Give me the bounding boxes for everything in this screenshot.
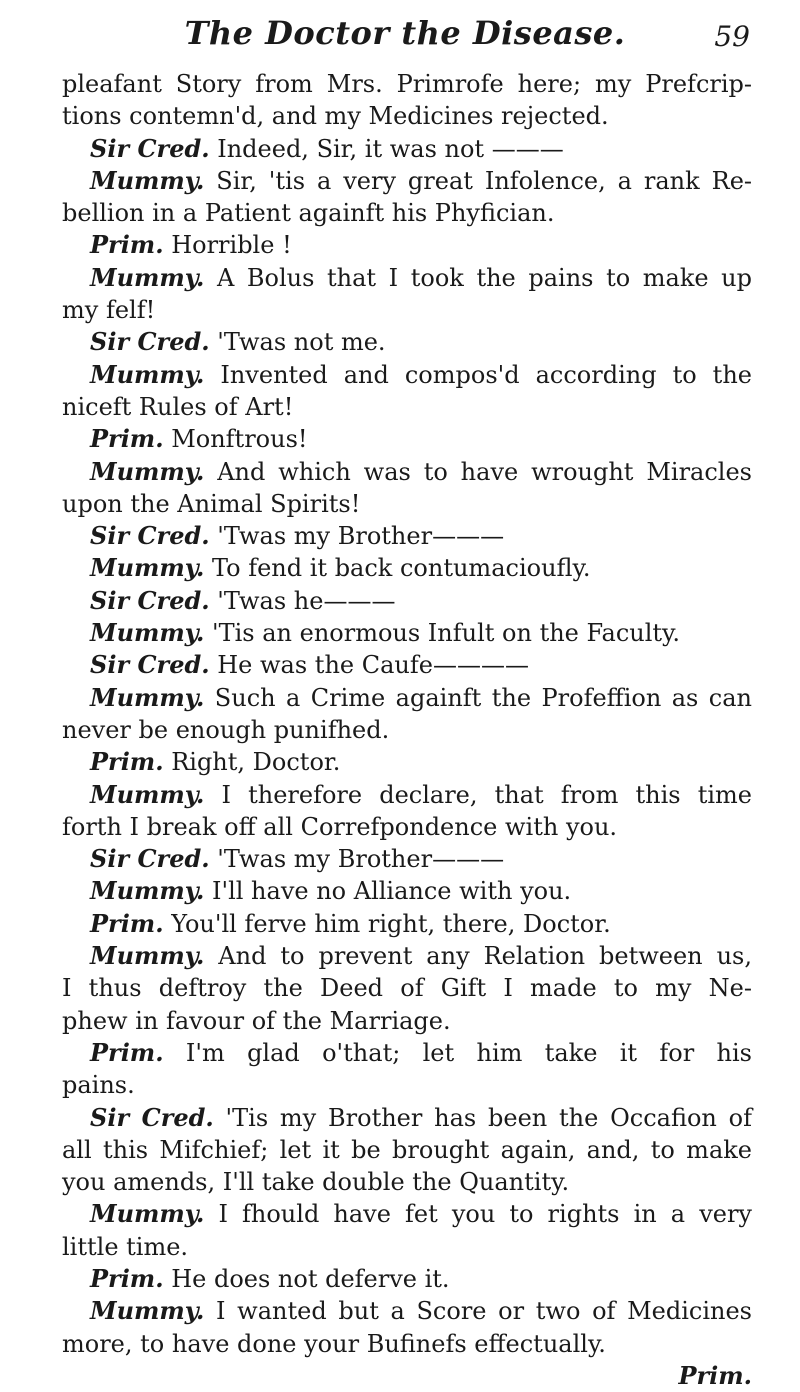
speaker-name: Sir Cred.	[90, 327, 210, 357]
speech-line	[62, 520, 752, 552]
speech-text: You'll ferve him right, there, Doctor.	[163, 909, 611, 938]
speech-text: Indeed, Sir, it was not ———	[209, 134, 564, 163]
speech-text: forth I break off all Correfpondence with you.	[62, 812, 618, 841]
speech-text: I'll have no Alliance with you.	[204, 877, 572, 906]
speech-text: To fend it back contumacioufly.	[204, 554, 591, 583]
speech-text: A Bolus that I took the pains to make up	[204, 263, 752, 292]
speech-line	[62, 552, 752, 584]
speech-text: 'Twas my Brother———	[209, 845, 505, 874]
speaker-name: Mummy.	[90, 165, 205, 195]
continuation-line	[62, 1328, 752, 1360]
speech-text: 'Twas my Brother———	[209, 522, 505, 551]
speech-text: pleafant Story from Mrs. Primrofe here; my Prefcrip-	[62, 70, 752, 98]
speech-line	[62, 133, 752, 165]
speaker-name: Sir Cred.	[90, 844, 210, 874]
speech-text: pains.	[62, 1071, 135, 1100]
speech-text: tions contemn'd, and my Medicines rejected.	[62, 102, 609, 131]
speech-text: Monftrous!	[163, 425, 308, 454]
speech-line	[62, 1295, 752, 1327]
speaker-name: Prim.	[90, 1263, 164, 1293]
speaker-name: Mummy.	[90, 779, 205, 809]
continuation-line	[62, 811, 752, 843]
speaker-name: Mummy.	[90, 618, 205, 648]
speech-line	[62, 940, 752, 972]
catchword: Prim.	[678, 1360, 752, 1390]
play-text	[62, 68, 752, 1392]
speech-text: more, to have done your Bufinefs effectually.	[62, 1329, 606, 1358]
speech-text: little time.	[62, 1232, 189, 1261]
continuation-line	[62, 1231, 752, 1263]
speech-text: niceft Rules of Art!	[62, 392, 294, 421]
speech-line	[62, 843, 752, 875]
speech-text: upon the Animal Spirits!	[62, 489, 361, 518]
speaker-name: Mummy.	[90, 456, 205, 486]
speaker-name: Sir Cred.	[90, 1102, 214, 1132]
speaker-name: Mummy.	[90, 682, 205, 712]
speech-line	[62, 262, 752, 294]
speech-text: I thus deftroy the Deed of Gift I made to my Ne-	[62, 974, 752, 1003]
speech-text: Such a Crime againft the Profeffion as can	[204, 683, 752, 712]
speaker-name: Mummy.	[90, 262, 205, 292]
speech-text: I wanted but a Score or two of Medicines	[204, 1297, 752, 1326]
speaker-name: Mummy.	[90, 553, 205, 583]
continuation-line	[62, 68, 752, 100]
running-head: The Doctor the Disease.	[184, 14, 626, 52]
speech-text: He was the Caufe————	[209, 651, 529, 680]
speech-line	[62, 1198, 752, 1230]
continuation-line	[62, 1005, 752, 1037]
speech-text: you amends, I'll take double the Quantity.	[62, 1168, 570, 1197]
speech-line	[62, 779, 752, 811]
continuation-line	[62, 1134, 752, 1166]
speaker-name: Prim.	[90, 1037, 164, 1067]
speech-text: Horrible !	[163, 231, 292, 260]
speech-line	[62, 875, 752, 907]
speaker-name: Prim.	[90, 424, 164, 454]
speech-line	[62, 1037, 752, 1069]
speech-line	[62, 585, 752, 617]
continuation-line	[62, 100, 752, 132]
speech-text: Invented and compos'd according to the	[204, 360, 752, 389]
speech-line	[62, 746, 752, 778]
speaker-name: Sir Cred.	[90, 521, 210, 551]
speech-line	[62, 1102, 752, 1134]
speech-text: I fhould have fet you to rights in a very	[204, 1200, 752, 1229]
speaker-name: Sir Cred.	[90, 650, 210, 680]
speech-text: He does not deferve it.	[163, 1264, 450, 1293]
speaker-name: Prim.	[90, 747, 164, 777]
continuation-line	[62, 1069, 752, 1101]
speech-text: all this Mifchief; let it be brought again, and, to make	[62, 1135, 752, 1164]
speech-line	[62, 326, 752, 358]
speech-text: my felf!	[62, 296, 156, 325]
speaker-name: Sir Cred.	[90, 585, 210, 615]
speech-text: I therefore declare, that from this time	[204, 780, 752, 809]
speech-text: never be enough punifhed.	[62, 715, 390, 744]
speech-text: phew in favour of the Marriage.	[62, 1006, 451, 1035]
speech-text: 'Tis my Brother has been the Occafion of	[213, 1103, 752, 1132]
speech-line	[62, 908, 752, 940]
speech-text: I'm glad o'that; let him take it for his	[163, 1038, 752, 1067]
speech-line	[62, 456, 752, 488]
speech-text: bellion in a Patient againft his Phyfician.	[62, 199, 555, 228]
continuation-line	[62, 391, 752, 423]
speaker-name: Mummy.	[90, 359, 205, 389]
speech-text: And to prevent any Relation between us,	[204, 942, 752, 971]
speech-line	[62, 1263, 752, 1295]
speaker-name: Mummy.	[90, 941, 205, 971]
page-number: 59	[714, 20, 750, 53]
speech-text: 'Twas not me.	[209, 328, 386, 357]
speech-text: 'Twas he———	[209, 586, 396, 615]
speech-text: And which was to have wrought Miracles	[204, 457, 752, 486]
speech-line	[62, 229, 752, 261]
speech-text: Right, Doctor.	[163, 748, 341, 777]
speech-line	[62, 165, 752, 197]
speech-line	[62, 617, 752, 649]
page-header	[60, 10, 750, 62]
continuation-line	[62, 294, 752, 326]
speaker-name: Prim.	[90, 908, 164, 938]
speech-text: Sir, 'tis a very great Infolence, a rank Re-	[204, 166, 752, 195]
continuation-line	[62, 972, 752, 1004]
speaker-name: Sir Cred.	[90, 133, 210, 163]
speaker-name: Mummy.	[90, 1199, 205, 1229]
continuation-line	[62, 1166, 752, 1198]
speech-line	[62, 423, 752, 455]
speaker-name: Prim.	[90, 230, 164, 260]
continuation-line	[62, 488, 752, 520]
speech-line	[62, 359, 752, 391]
speech-line	[62, 682, 752, 714]
speaker-name: Mummy.	[90, 876, 205, 906]
continuation-line	[62, 714, 752, 746]
continuation-line	[62, 197, 752, 229]
speech-line	[62, 649, 752, 681]
speaker-name: Mummy.	[90, 1296, 205, 1326]
speech-text: 'Tis an enormous Infult on the Faculty.	[204, 619, 681, 648]
